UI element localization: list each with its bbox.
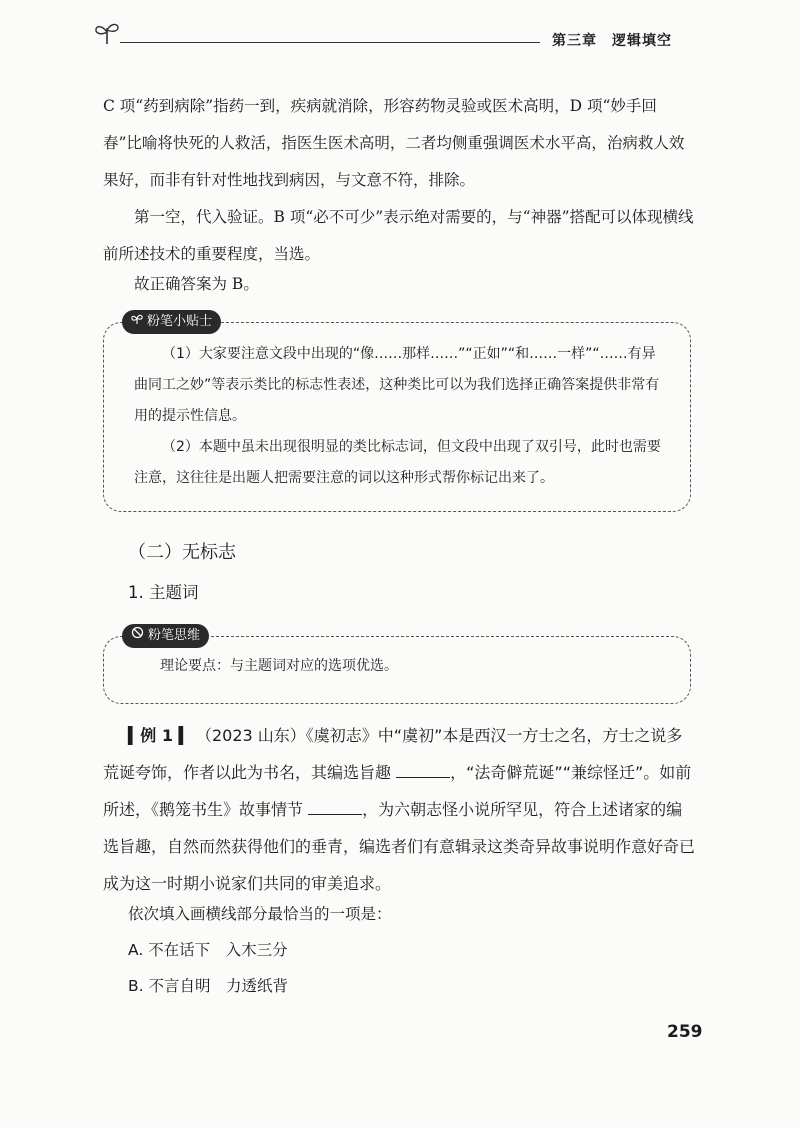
option-b: B. 不言自明 力透纸背 [128, 977, 288, 995]
example-text-part3: ，为六朝志怪小说所罕见，符合上述诸家的编选旨趣，自然而然获得他们的垂青，编选者们有意辑录这类奇异故事说明作意好奇已成为这一时期小说家们共同的审美追求。 [103, 800, 696, 893]
example-source: （2023 山东） [195, 726, 306, 745]
page-number: 259 [667, 1022, 703, 1042]
ban-icon [131, 624, 144, 648]
example-text-part1: 《虞初志》中“虞初”本是西汉一方士之名，方士之说多荒诞夸饰，作者以此为书名，其编选旨趣 [103, 726, 683, 782]
analysis-paragraph-2: 第一空，代入验证。B 项“必不可少”表示绝对需要的，与“神器”搭配可以体现横线前所述技术的重要程度，当选。 [103, 208, 694, 263]
analysis-answer: 故正确答案为 B。 [134, 275, 259, 293]
think-box [103, 628, 691, 704]
think-box-tag [122, 624, 209, 648]
tip-item-2: （2）本题中虽未出现很明显的类比标志词，但文段中出现了双引号，此时也需要注意，这往往是出题人把需要注意的词以这种形式帮你标记出来了。 [134, 439, 661, 486]
sprout-icon [131, 310, 143, 334]
section-title: （二）无标志 [128, 542, 236, 563]
sprout-icon [92, 20, 122, 46]
answer-blank-1 [396, 763, 450, 778]
section-subtitle: 1. 主题词 [128, 583, 199, 602]
question-prompt: 依次填入画横线部分最恰当的一项是： [128, 905, 392, 923]
tip-box-tag [122, 310, 221, 334]
think-box-text: 理论要点：与主题词对应的选项优选。 [160, 658, 398, 674]
think-box-label: 粉笔思维 [148, 628, 201, 643]
tip-item-1: （1）大家要注意文段中出现的“像……那样……”“正如”“和……一样”“……有异曲同工之妙”等表示类比的标志性表述，这种类比可以为我们选择正确答案提供非常有用的提示性信息。 [134, 346, 660, 424]
answer-blank-2 [308, 800, 362, 815]
tip-box [103, 314, 691, 512]
example-badge: ▍例 1 ▍ [128, 726, 191, 745]
example-text-part2: ，“法奇僻荒诞”“兼综怪迁”。如前所述，《鹅笼书生》故事情节 [103, 763, 692, 819]
chapter-title: 第三章 逻辑填空 [552, 33, 672, 49]
example-passage [103, 717, 695, 902]
header-rule [120, 42, 540, 43]
option-a: A. 不在话下 入木三分 [128, 941, 288, 959]
tip-box-label: 粉笔小贴士 [147, 314, 213, 329]
analysis-paragraph-1: C 项“药到病除”指药一到，疾病就消除，形容药物灵验或医术高明，D 项“妙手回春”比喻将快死的人救活，指医生医术高明，二者均侧重强调医术水平高，治病救人效果好，而非有针对性地找到病因，与文意不符，排除。 [103, 97, 685, 189]
